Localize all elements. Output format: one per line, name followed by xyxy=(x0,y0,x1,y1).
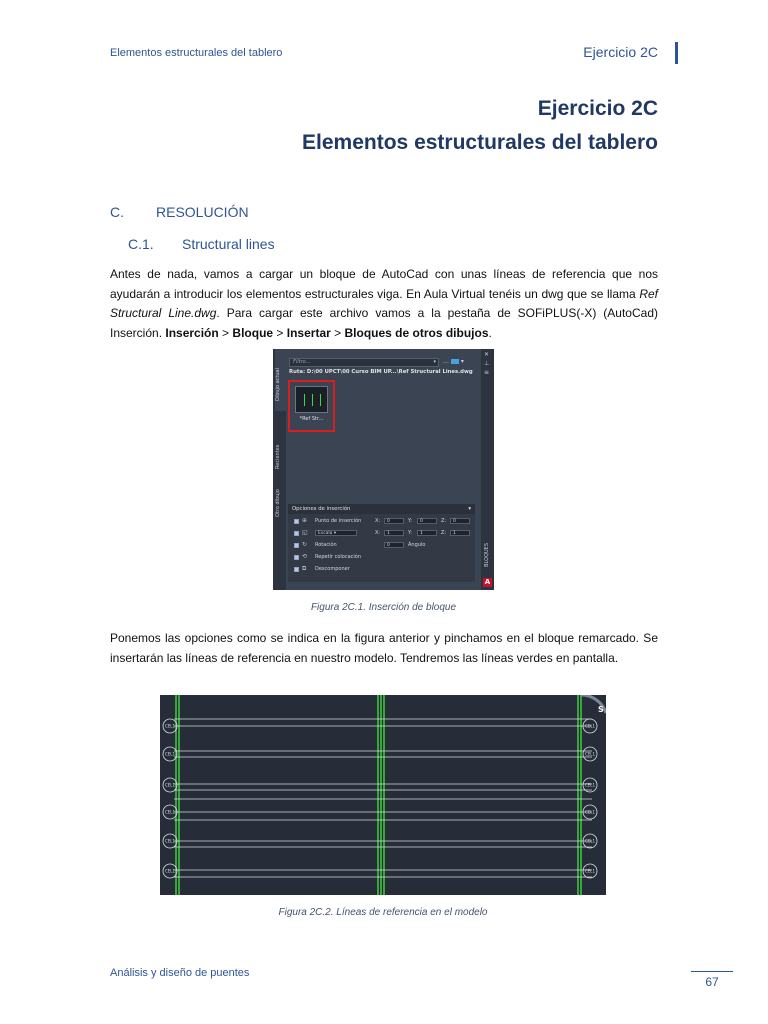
axis-label-left: CEL1 xyxy=(164,723,176,729)
x-label: X: xyxy=(375,518,381,524)
properties-icon[interactable]: ≡ xyxy=(484,369,490,376)
scale-x-field[interactable]: 1 xyxy=(384,530,404,536)
repeat-icon: ⟲ xyxy=(302,553,308,560)
file-name: Ref Structural Line.dwg xyxy=(110,286,658,320)
thumbnail-green-line xyxy=(304,394,305,406)
menu-separator: > xyxy=(273,325,287,340)
title-line-2: Elementos estructurales del tablero xyxy=(302,131,658,154)
filter-input[interactable] xyxy=(289,358,439,367)
explode-icon: ⧉ xyxy=(302,565,307,572)
autocad-logo-icon: A xyxy=(484,578,491,586)
angle-label: Ángulo xyxy=(408,542,426,548)
repeat-placement-label: Repetir colocación xyxy=(315,554,362,560)
subsection-number: C.1. xyxy=(128,236,154,252)
figure-2-caption: Figura 2C.2. Líneas de referencia en el modelo xyxy=(278,907,488,918)
repeat-placement-checkbox[interactable] xyxy=(294,555,299,560)
scale-y-field[interactable]: 1 xyxy=(417,530,437,536)
axis-label-left: CEL1 xyxy=(164,838,176,844)
close-icon[interactable]: ✕ xyxy=(484,351,490,358)
figure-1-caption: Figura 2C.1. Inserción de bloque xyxy=(310,602,457,613)
insertion-options-panel xyxy=(288,504,475,582)
autohide-icon[interactable]: ⊥ xyxy=(484,360,490,367)
option-explode xyxy=(291,564,475,574)
pick-point-icon: ⊕ xyxy=(302,517,308,524)
insertion-z-field[interactable]: 0 xyxy=(450,518,470,524)
chevron-down-icon[interactable]: ▾ xyxy=(433,359,436,365)
section-label: RESOLUCIÓN xyxy=(156,204,249,220)
running-header-right: Ejercicio 2C xyxy=(583,44,658,60)
palette-tab-strip xyxy=(273,349,286,590)
scale-select[interactable]: Escala ▾ xyxy=(315,530,357,536)
block-name: *Ref Str... xyxy=(299,416,324,422)
insertion-options-header[interactable] xyxy=(288,504,475,514)
axis-label-right: CEL1 xyxy=(584,838,596,844)
axis-label-left: CEL1 xyxy=(164,809,176,815)
axis-label-right: CEL1 xyxy=(584,723,596,729)
axis-label-left: CEL1 xyxy=(164,782,176,788)
x-label: X: xyxy=(375,530,381,536)
rotation-label: Rotación xyxy=(315,542,337,548)
menu-separator: > xyxy=(330,325,345,340)
rotation-checkbox[interactable] xyxy=(294,543,299,548)
para1-end: . xyxy=(488,325,492,340)
palette-toolbar xyxy=(443,358,464,365)
running-header-left: Elementos estructurales del tablero xyxy=(110,47,283,59)
insertion-point-label: Punto de inserción xyxy=(315,518,362,524)
axis-label-right: CEL1 xyxy=(584,751,596,757)
second-paragraph: Ponemos las opciones como se indica en la figura anterior y pinchamos en el bloque remarcado. Se insertarán las líneas de referencia en nuestro modelo. Tendremos las líneas verdes en pantalla. xyxy=(110,631,658,665)
scale-icon: ◱ xyxy=(302,529,308,536)
model-reference-lines-svg xyxy=(160,695,606,895)
tab-current-drawing[interactable]: Dibujo actual xyxy=(275,349,286,411)
menu-path-bloque: Bloque xyxy=(232,325,274,340)
running-footer: Análisis y diseño de puentes xyxy=(110,967,250,979)
title-line-1: Ejercicio 2C xyxy=(537,97,658,120)
para1-text-1: Antes de nada, vamos a cargar un bloque de AutoCad con unas líneas de referencia que nos ayudarán a introducir los elementos estructurales viga. En Aula Virtual tenéis un dwg que se llama xyxy=(110,267,658,301)
thumbnail-green-line xyxy=(320,394,321,406)
y-label: Y: xyxy=(408,518,413,524)
browse-icon[interactable]: … xyxy=(443,358,449,365)
axis-label-right: CEL1 xyxy=(584,809,596,815)
file-path: Ruta: D:\00 UPCT\00 Curso BIM UP...\Ref Structural Lines.dwg xyxy=(289,369,473,375)
subsection-heading xyxy=(128,236,275,252)
block-thumbnail xyxy=(295,386,328,413)
palette-side-title: BLOQUES xyxy=(484,543,490,567)
menu-path-bloques-otros: Bloques de otros dibujos xyxy=(344,325,489,340)
option-insertion-point xyxy=(291,516,475,526)
header-accent-bar xyxy=(675,42,678,64)
insertion-options-title: Opciones de inserción xyxy=(292,506,351,512)
highlighted-block-item[interactable] xyxy=(288,380,335,432)
footer-rule xyxy=(691,971,733,972)
thumbnail-green-line xyxy=(312,394,313,406)
option-repeat-placement xyxy=(291,552,475,562)
z-label: Z: xyxy=(441,518,447,524)
explode-checkbox[interactable] xyxy=(294,567,299,572)
filter-placeholder: Filtro... xyxy=(293,359,311,365)
insertion-y-field[interactable]: 0 xyxy=(417,518,437,524)
section-heading xyxy=(110,204,249,220)
figure-block-insertion-palette xyxy=(273,349,494,590)
rotation-icon: ↻ xyxy=(302,541,308,548)
figure-reference-lines-model xyxy=(160,695,606,895)
menu-path-insertar: Insertar xyxy=(286,325,331,340)
axis-label-left: CEL1 xyxy=(164,751,176,757)
palette-right-bar xyxy=(481,349,494,590)
axis-label-left: CEL1 xyxy=(164,868,176,874)
rotation-field[interactable]: 0 xyxy=(384,542,404,548)
tab-recent[interactable]: Recientes xyxy=(275,444,281,469)
collapse-icon[interactable]: ▾ xyxy=(468,506,471,512)
subsection-label: Structural lines xyxy=(182,236,275,252)
scale-select-value: Escala xyxy=(318,531,333,536)
page-title xyxy=(302,92,658,160)
intro-paragraph xyxy=(110,265,658,343)
view-options-chevron-icon[interactable]: ▾ xyxy=(460,358,464,365)
page-number: 67 xyxy=(705,975,719,989)
scale-z-field[interactable]: 1 xyxy=(450,530,470,536)
section-number: C. xyxy=(110,204,124,220)
menu-path-insercion: Inserción xyxy=(165,325,219,340)
option-rotation xyxy=(291,540,475,550)
axis-label-right: CEL1 xyxy=(584,782,596,788)
para1-text-2: . Para cargar este archivo vamos a la pestaña de SOFiPLUS(-X) (AutoCad) Inserción. xyxy=(110,306,658,340)
axis-label-right: CEL1 xyxy=(584,868,596,874)
explode-label: Descomponer xyxy=(315,566,350,572)
y-label: Y: xyxy=(408,530,413,536)
tab-other-drawing[interactable]: Otro dibujo xyxy=(275,489,281,517)
menu-separator: > xyxy=(218,325,233,340)
option-scale xyxy=(291,528,475,538)
insertion-x-field[interactable]: 0 xyxy=(384,518,404,524)
insertion-point-checkbox[interactable] xyxy=(294,519,299,524)
viewcube-label: S xyxy=(598,705,604,714)
thumbnail-view-icon[interactable] xyxy=(451,359,459,364)
scale-checkbox[interactable] xyxy=(294,531,299,536)
z-label: Z: xyxy=(441,530,447,536)
